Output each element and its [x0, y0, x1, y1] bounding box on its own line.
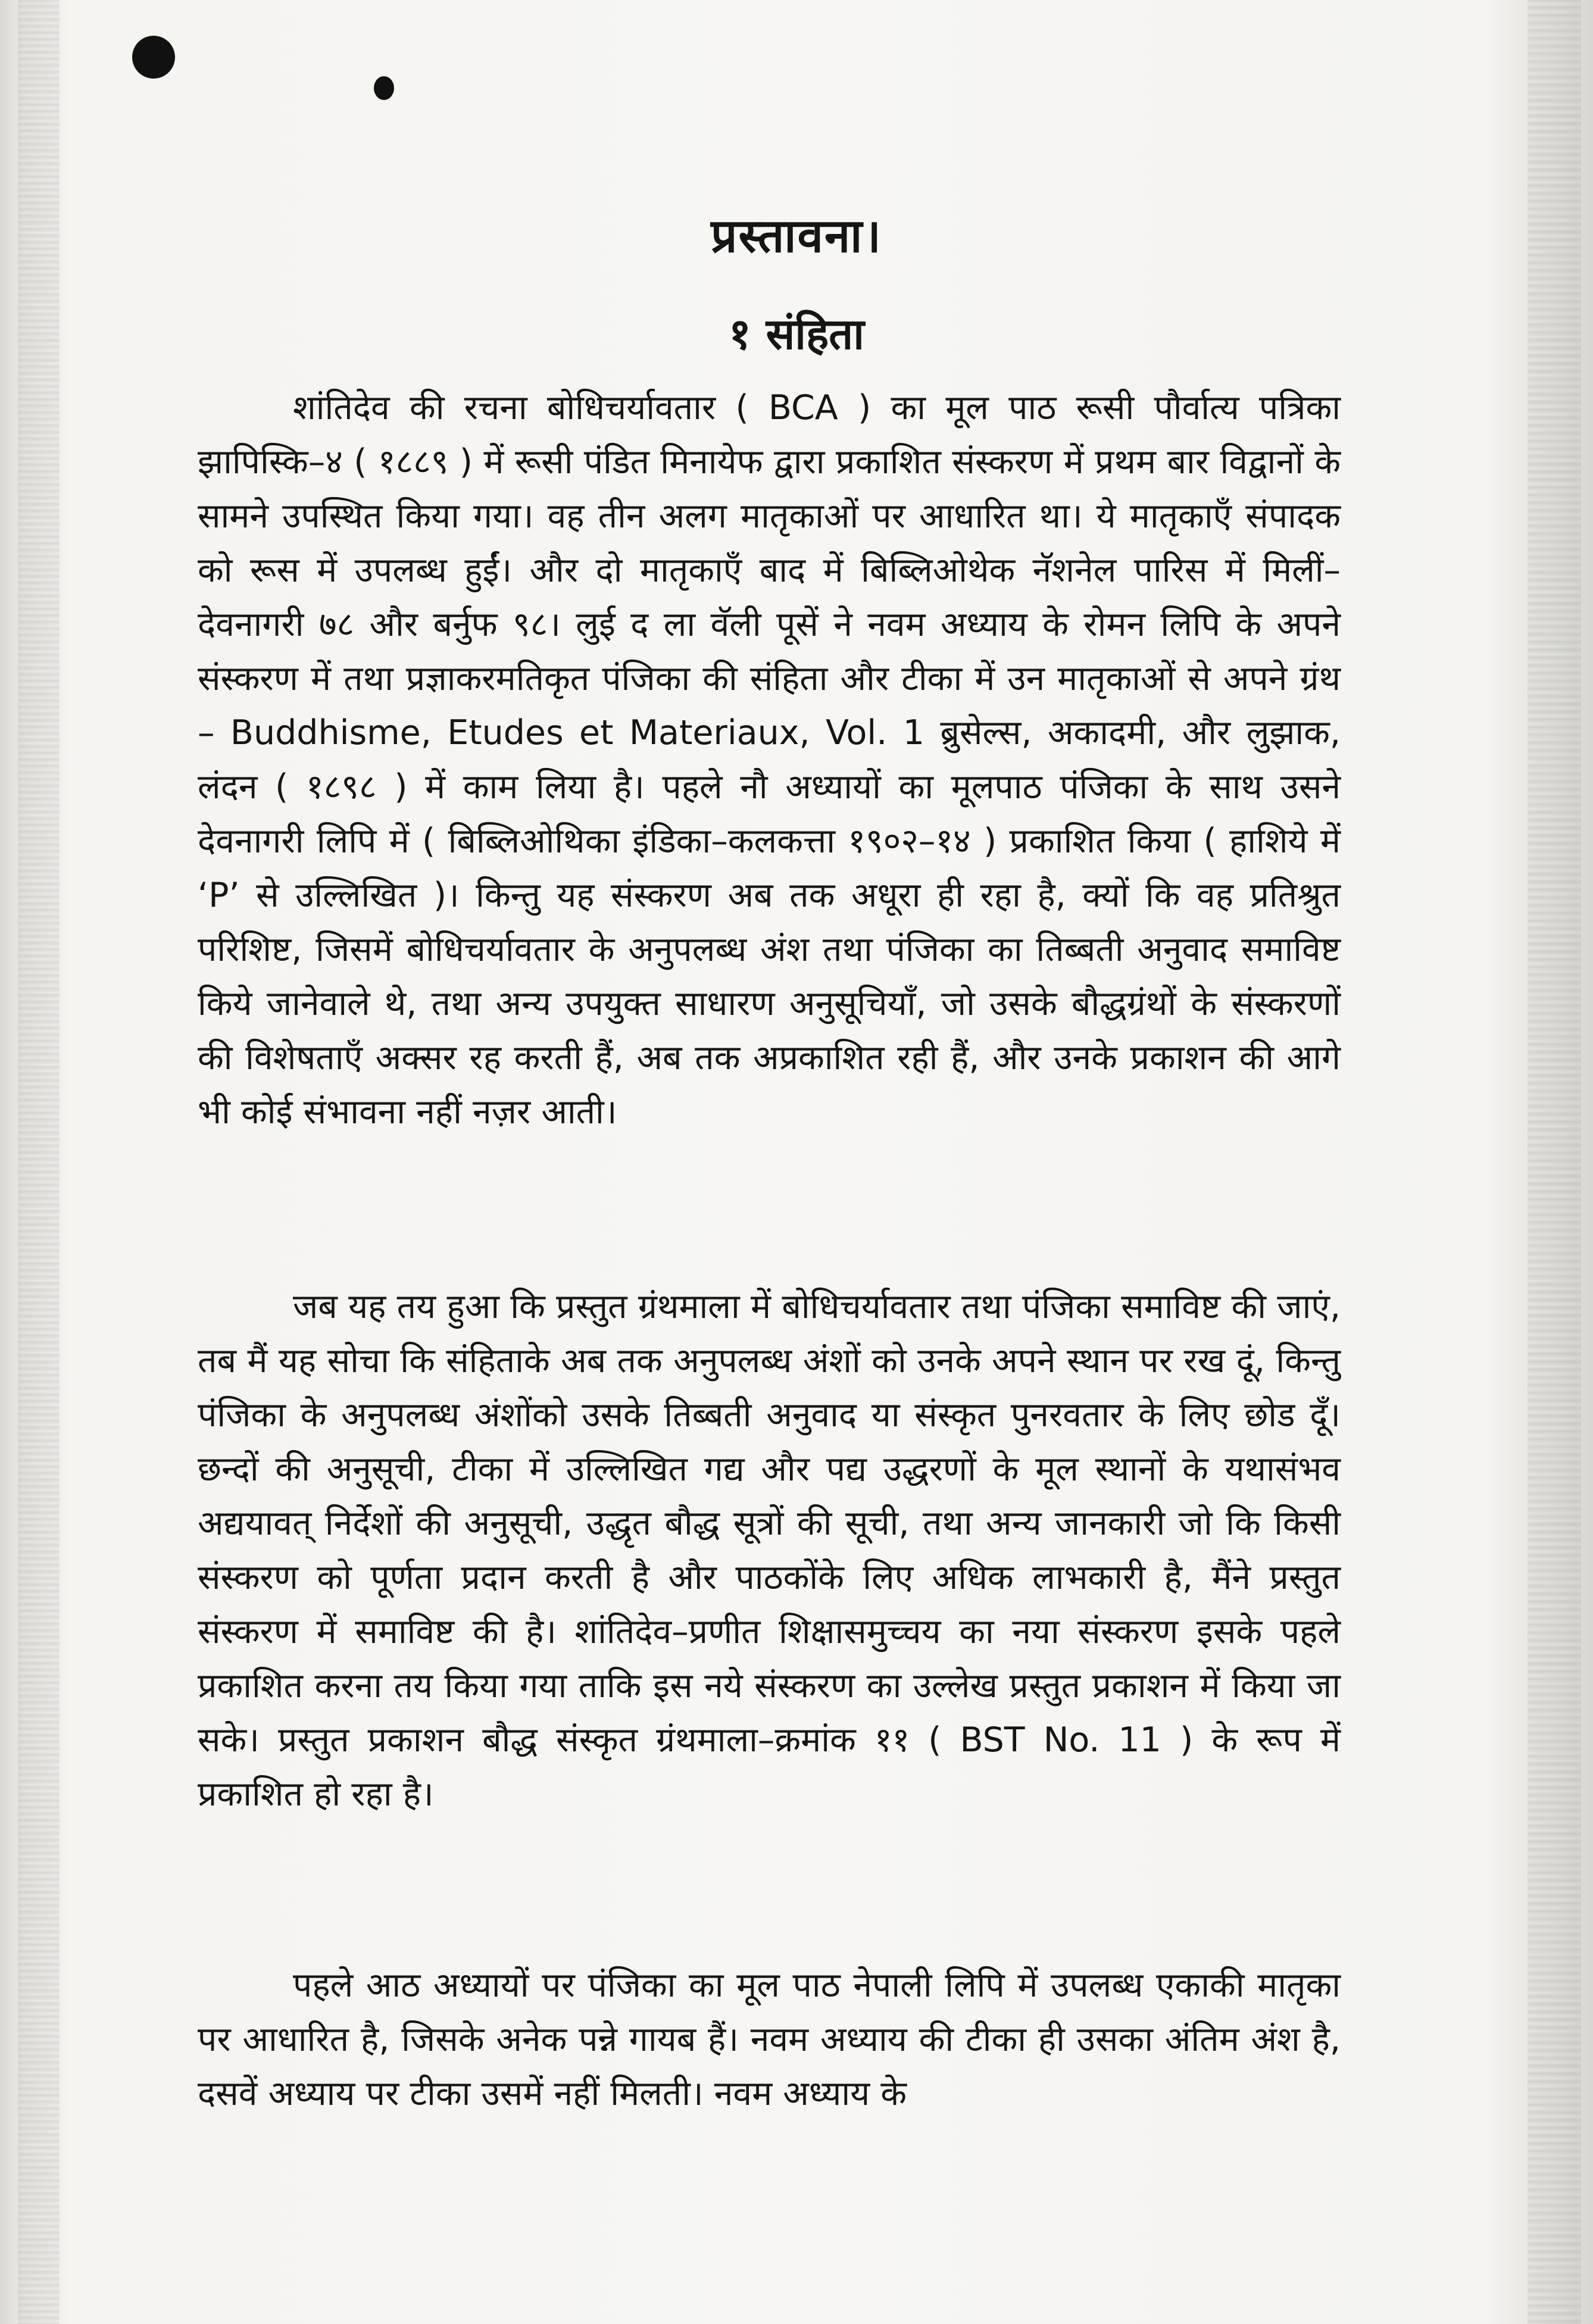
body-paragraph-3: पहले आठ अध्यायों पर पंजिका का मूल पाठ नेपाली लिपि में उपलब्ध एकाकी मातृका पर आधारित है, जिसके अनेक पन्ने गायब हैं। नवम अध्याय की टीका ही उसका अंतिम अंश है, दसवें अध्याय पर टीका उसमें नहीं मिलती। नवम अध्याय के [198, 1966, 1341, 2113]
section-heading: १ संहिता [729, 309, 864, 359]
ink-blot-mark [132, 36, 175, 79]
body-paragraph-2: जब यह तय हुआ कि प्रस्तुत ग्रंथमाला में बोधिचर्यावतार तथा पंजिका समाविष्ट की जाएं, तब मैं यह सोचा कि संहिताके अब तक अनुपलब्ध अंशों को उनके अपने स्थान पर रख दूं, किन्तु पंजिका के अनुपलब्ध अंशोंको उसके तिब्बती अनुवाद या संस्कृत पुनरवतार के लिए छोड दूँ। छन्दों की अनुसूची, टीका में उल्लिखित गद्य और पद्य उद्धरणों के मूल स्थानों के यथासंभव अद्ययावत् निर्देशों की अनुसूची, उद्धृत बौद्ध सूत्रों की सूची, तथा अन्य जानकारी जो कि किसी संस्करण को पूर्णता प्रदान करती है और पाठकोंके लिए अधिक लाभकारी है, मैंने प्रस्तुत संस्करण में समाविष्ट की है। शांतिदेव–प्रणीत शिक्षासमुच्चय का नया संस्करण इसके पहले प्रकाशित करना तय किया गया ताकि इस नये संस्करण का उल्लेख प्रस्तुत प्रकाशन में किया जा सके। प्रस्तुत प्रकाशन बौद्ध संस्कृत ग्रंथमाला–क्रमांक ११ ( BST No. 11 ) के रूप में प्रकाशित हो रहा है। [198, 1287, 1341, 1814]
ink-blot-mark [374, 76, 394, 100]
page-title: प्रस्तावना। [711, 210, 882, 263]
body-paragraph-1: शांतिदेव की रचना बोधिचर्यावतार ( BCA ) का मूल पाठ रूसी पौर्वात्य पत्रिका झापिस्कि–४ ( १८८९ ) में रूसी पंडित मिनायेफ द्वारा प्रकाशित संस्करण में प्रथम बार विद्वानों के सामने उपस्थित किया गया। वह तीन अलग मातृकाओं पर आधारित था। ये मातृकाएँ संपादक को रूस में उपलब्ध हुईं। और दो मातृकाएँ बाद में बिब्लिओथेक नॅशनेल पारिस में मिलीं–देवनागरी ७८ और बर्नुफ ९८। लुई द ला वॅली पूसें ने नवम अध्याय के रोमन लिपि के अपने संस्करण में तथा प्रज्ञाकरमतिकृत पंजिका की संहिता और टीका में उन मातृकाओं से अपने ग्रंथ – Buddhisme, Etudes et Materiaux, Vol. 1 ब्रुसेल्स, अकादमी, और लुझाक, लंदन ( १८९८ ) में काम लिया है। पहले नौ अध्यायों का मूलपाठ पंजिका के साथ उसने देवनागरी लिपि में ( बिब्लिओथिका इंडिका–कलकत्ता १९०२–१४ ) प्रकाशित किया ( हाशिये में ‘P’ से उल्लिखित )। किन्तु यह संस्करण अब तक अधूरा ही रहा है, क्यों कि वह प्रतिश्रुत परिशिष्ट, जिसमें बोधिचर्यावतार के अनुपलब्ध अंश तथा पंजिका का तिब्बती अनुवाद समाविष्ट किये जानेवाले थे, तथा अन्य उपयुक्त साधारण अनुसूचियाँ, जो उसके बौद्धग्रंथों के संस्करणों की विशेषताएँ अक्सर रह करती हैं, अब तक अप्रकाशित रही हैं, और उनके प्रकाशन की आगे भी कोई संभावना नहीं नज़र आती। [198, 388, 1341, 1132]
